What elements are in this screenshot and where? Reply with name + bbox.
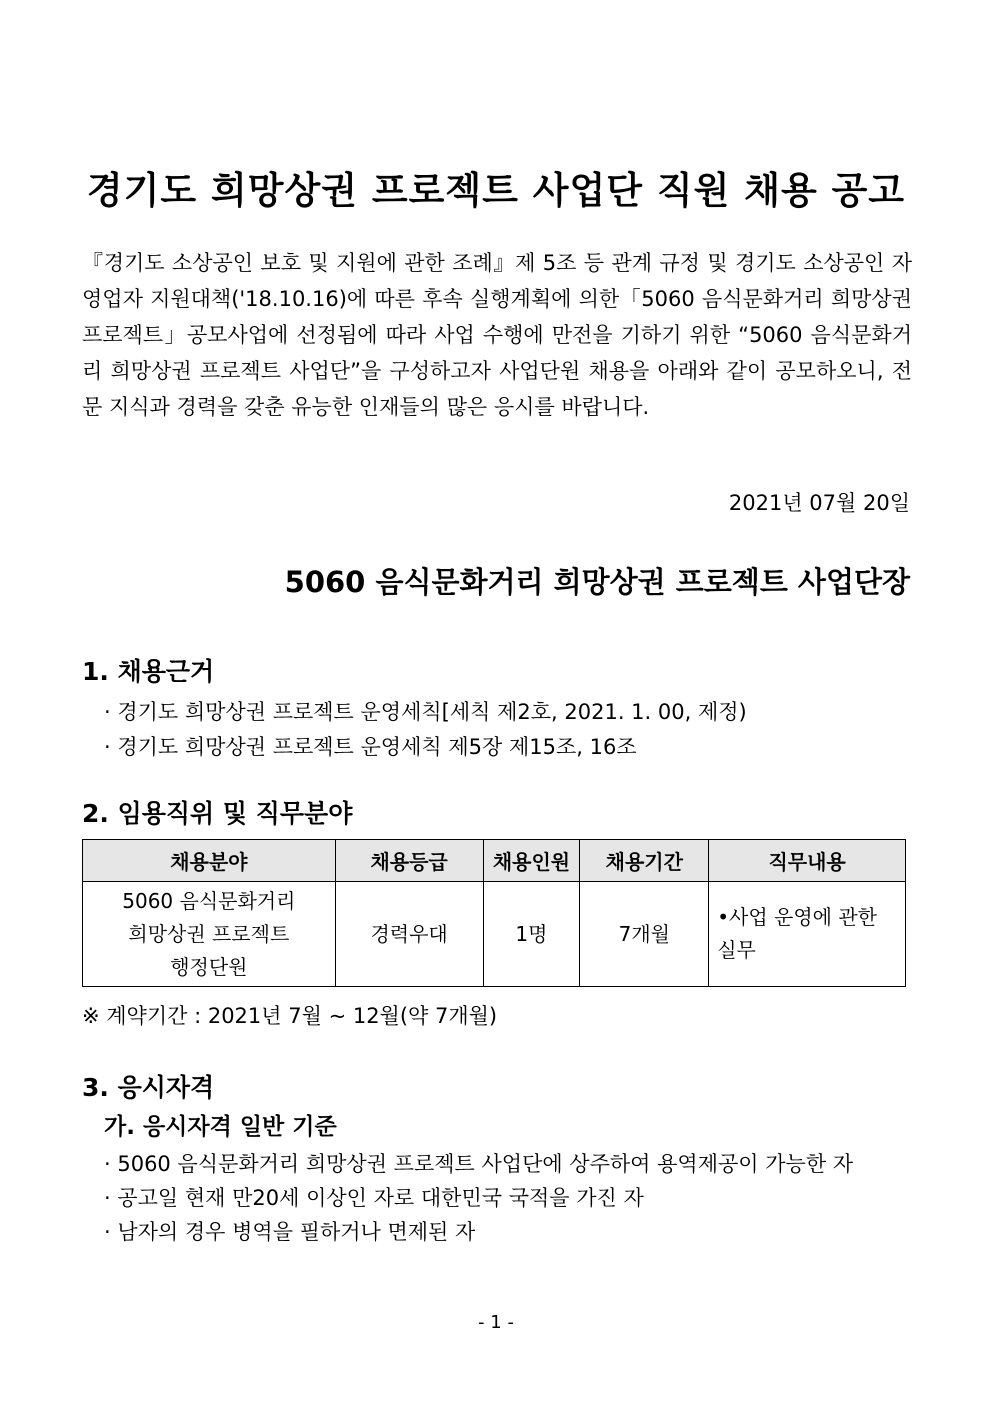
document-title: 경기도 희망상권 프로젝트 사업단 직원 채용 공고	[86, 169, 906, 212]
section3-item-1: · 5060 음식문화거리 희망상권 프로젝트 사업단에 상주하여 용역제공이 가능한 자	[104, 1152, 854, 1176]
table-header-row	[83, 840, 906, 882]
section2-heading: 2. 임용직위 및 직무분야	[82, 799, 353, 828]
cell-period: 7개월	[580, 882, 709, 987]
duty-line-1: •사업 운영에 관한	[717, 905, 877, 929]
cell-duty	[709, 882, 906, 987]
table-header-count: 채용인원	[483, 840, 580, 882]
table-header-duty: 직무내용	[709, 840, 906, 882]
issuing-organization: 5060 음식문화거리 희망상권 프로젝트 사업단장	[284, 565, 910, 599]
recruitment-table	[82, 839, 906, 987]
cell-field	[83, 882, 336, 987]
section3-subheading: 가. 응시자격 일반 기준	[104, 1114, 337, 1140]
section3-item-2: · 공고일 현재 만20세 이상인 자로 대한민국 국적을 가진 자	[104, 1186, 644, 1210]
table-header-period: 채용기간	[580, 840, 709, 882]
field-line-1: 5060 음식문화거리	[122, 888, 296, 913]
section1-heading: 1. 채용근거	[82, 657, 215, 686]
intro-paragraph: 『경기도 소상공인 보호 및 지원에 관한 조례』제 5조 등 관계 규정 및 경기도 소상공인 자영업자 지원대책('18.10.16)에 따른 후속 실행계획에 의한「5060 음식문화거리 희망상권 프로젝트」공모사업에 선정됨에 따라 사업 수행에 만전을 기하기 위한 “5060 음식문화거리 희망상권 프로젝트 사업단”을 구성하고자 사업단원 채용을 아래와 같이 공모하오니, 전문 지식과 경력을 갖춘 유능한 인재들의 많은 응시를 바랍니다.	[82, 251, 912, 419]
section1-item-1: · 경기도 희망상권 프로젝트 운영세칙[세칙 제2호, 2021. 1. 00, 제정)	[104, 700, 747, 724]
section1-item-2: · 경기도 희망상권 프로젝트 운영세칙 제5장 제15조, 16조	[104, 735, 637, 759]
section3-heading: 3. 응시자격	[82, 1073, 215, 1102]
table-row	[83, 882, 906, 987]
announcement-date: 2021년 07월 20일	[728, 491, 910, 515]
field-line-2: 희망상권 프로젝트	[128, 921, 290, 946]
table-header-grade: 채용등급	[335, 840, 483, 882]
cell-grade: 경력우대	[335, 882, 483, 987]
page-number: - 1 -	[478, 1312, 514, 1333]
cell-count: 1명	[483, 882, 580, 987]
field-line-3: 행정단원	[170, 954, 248, 979]
contract-period-note: ※ 계약기간 : 2021년 7월 ~ 12월(약 7개월)	[82, 1004, 498, 1028]
duty-line-2: 실무	[717, 938, 756, 962]
section3-item-3: · 남자의 경우 병역을 필하거나 면제된 자	[104, 1220, 476, 1244]
table-header-field: 채용분야	[83, 840, 336, 882]
